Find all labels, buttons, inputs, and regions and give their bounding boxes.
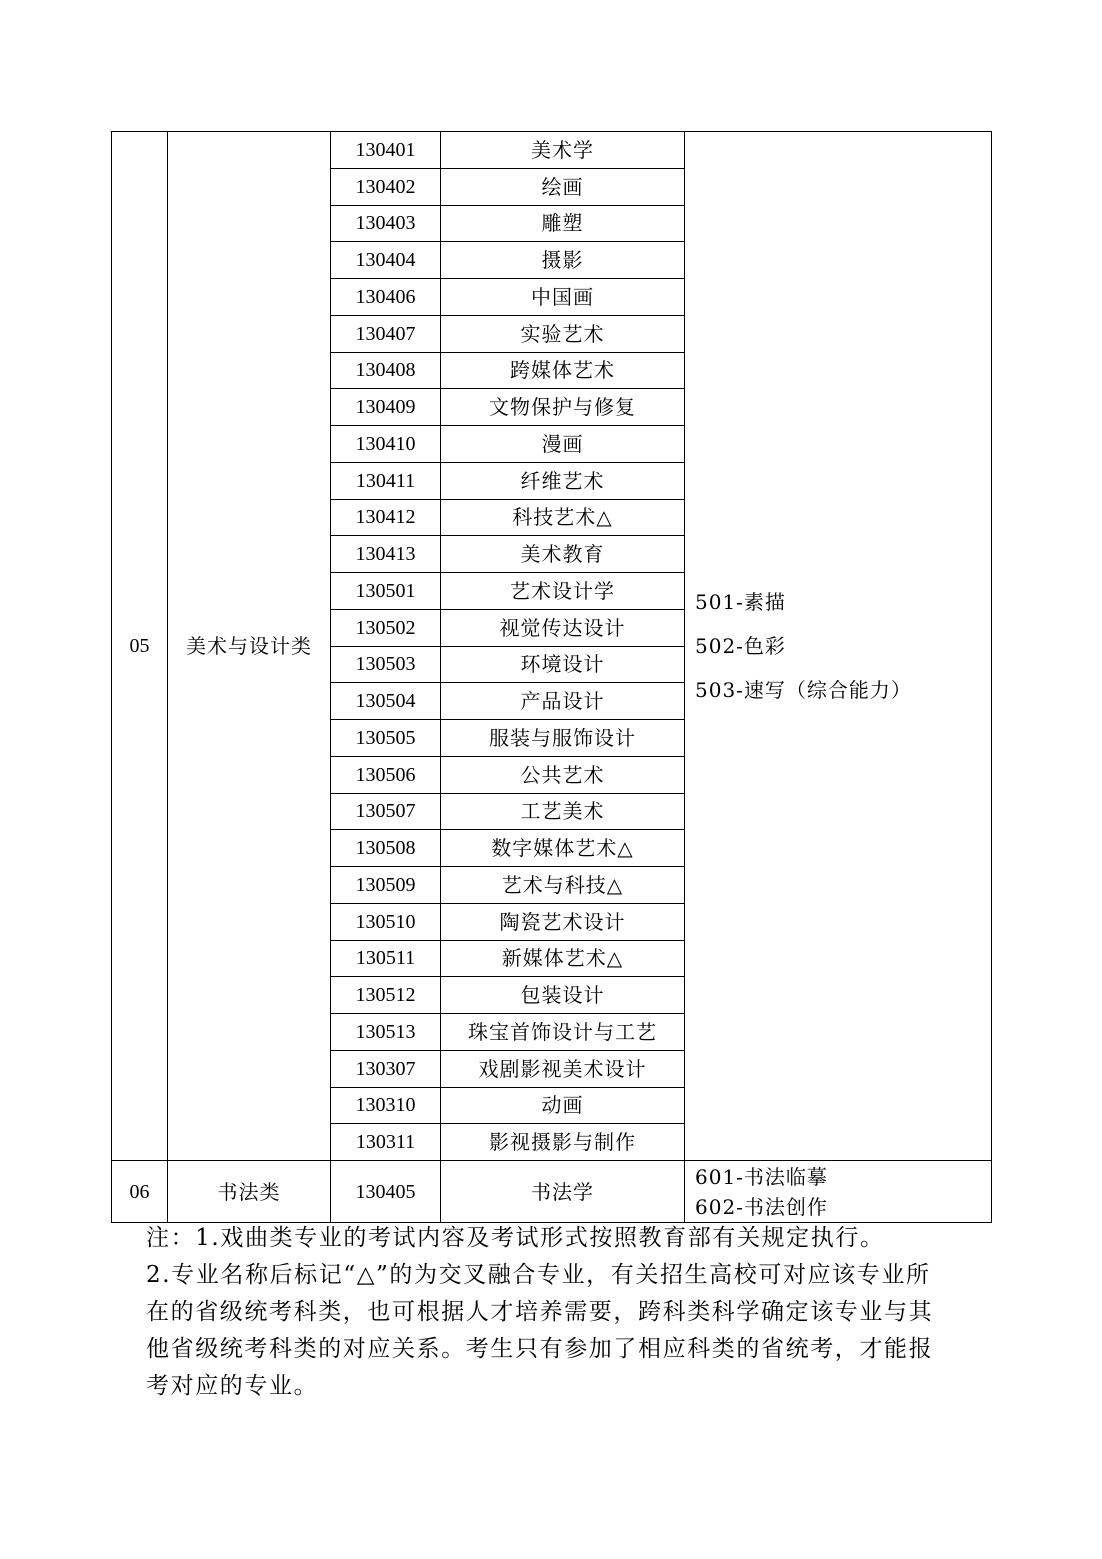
category-name: 书法类: [168, 1161, 331, 1223]
major-name: 包装设计: [441, 977, 685, 1014]
exam-subject-item: 501-素描: [695, 590, 786, 614]
major-name: 产品设计: [441, 683, 685, 720]
major-code: 130512: [331, 977, 441, 1014]
note-line: 2.专业名称后标记“△”的为交叉融合专业，有关招生高校可对应该专业所: [146, 1262, 931, 1288]
major-name: 中国画: [441, 279, 685, 316]
major-name: 动画: [441, 1087, 685, 1124]
major-name: 新媒体艺术△: [441, 940, 685, 977]
major-code: 130307: [331, 1050, 441, 1087]
major-code: 130408: [331, 352, 441, 389]
major-name: 书法学: [441, 1161, 685, 1223]
major-name: 珠宝首饰设计与工艺: [441, 1014, 685, 1051]
major-name: 工艺美术: [441, 793, 685, 830]
major-name: 漫画: [441, 426, 685, 463]
major-name: 绘画: [441, 168, 685, 205]
note-line: 他省级统考科类的对应关系。考生只有参加了相应科类的省统考，才能报: [146, 1336, 934, 1362]
major-name: 雕塑: [441, 205, 685, 242]
major-subject-table: [111, 131, 992, 1223]
table-row: [112, 132, 992, 169]
major-name: 视觉传达设计: [441, 609, 685, 646]
major-code: 130511: [331, 940, 441, 977]
note-line: 注：1.戏曲类专业的考试内容及考试形式按照教育部有关规定执行。: [146, 1225, 885, 1251]
major-name: 纤维艺术: [441, 462, 685, 499]
major-name: 公共艺术: [441, 756, 685, 793]
table-body: [112, 132, 992, 1223]
major-code: 130506: [331, 756, 441, 793]
major-name: 戏剧影视美术设计: [441, 1050, 685, 1087]
exam-subjects: [685, 1161, 992, 1223]
major-code: 130410: [331, 426, 441, 463]
major-name: 科技艺术△: [441, 499, 685, 536]
major-code: 130413: [331, 536, 441, 573]
major-name: 跨媒体艺术: [441, 352, 685, 389]
major-code: 130406: [331, 279, 441, 316]
major-code: 130310: [331, 1087, 441, 1124]
category-name: 美术与设计类: [168, 132, 331, 1161]
major-code: 130404: [331, 242, 441, 279]
major-code: 130504: [331, 683, 441, 720]
category-number: 06: [112, 1161, 168, 1223]
major-code: 130311: [331, 1124, 441, 1161]
exam-subject-item: 502-色彩: [695, 634, 786, 658]
major-name: 文物保护与修复: [441, 389, 685, 426]
exam-subjects: [685, 132, 992, 1161]
note-line: 考对应的专业。: [146, 1373, 319, 1399]
major-name: 数字媒体艺术△: [441, 830, 685, 867]
major-code: 130502: [331, 609, 441, 646]
major-name: 艺术与科技△: [441, 867, 685, 904]
major-code: 130403: [331, 205, 441, 242]
major-name: 艺术设计学: [441, 573, 685, 610]
major-code: 130505: [331, 720, 441, 757]
major-code: 130411: [331, 462, 441, 499]
major-code: 130405: [331, 1161, 441, 1223]
major-name: 陶瓷艺术设计: [441, 903, 685, 940]
major-name: 美术教育: [441, 536, 685, 573]
major-code: 130501: [331, 573, 441, 610]
major-code: 130407: [331, 315, 441, 352]
major-code: 130510: [331, 903, 441, 940]
major-name: 服装与服饰设计: [441, 720, 685, 757]
major-name: 摄影: [441, 242, 685, 279]
exam-subject-item: 602-书法创作: [695, 1194, 828, 1219]
major-name: 环境设计: [441, 646, 685, 683]
major-code: 130412: [331, 499, 441, 536]
major-name: 影视摄影与制作: [441, 1124, 685, 1161]
major-code: 130509: [331, 867, 441, 904]
table-row: [112, 1161, 992, 1223]
major-code: 130503: [331, 646, 441, 683]
major-code: 130508: [331, 830, 441, 867]
major-code: 130401: [331, 132, 441, 169]
major-code: 130513: [331, 1014, 441, 1051]
major-code: 130507: [331, 793, 441, 830]
exam-subject-item: 503-速写（综合能力）: [695, 678, 912, 702]
exam-subject-item: 601-书法临摹: [695, 1164, 828, 1189]
major-name: 美术学: [441, 132, 685, 169]
major-code: 130402: [331, 168, 441, 205]
major-name: 实验艺术: [441, 315, 685, 352]
major-code: 130409: [331, 389, 441, 426]
notes-section: [146, 1220, 966, 1405]
note-line: 在的省级统考科类，也可根据人才培养需要，跨科类科学确定该专业与其: [146, 1299, 934, 1325]
category-number: 05: [112, 132, 168, 1161]
